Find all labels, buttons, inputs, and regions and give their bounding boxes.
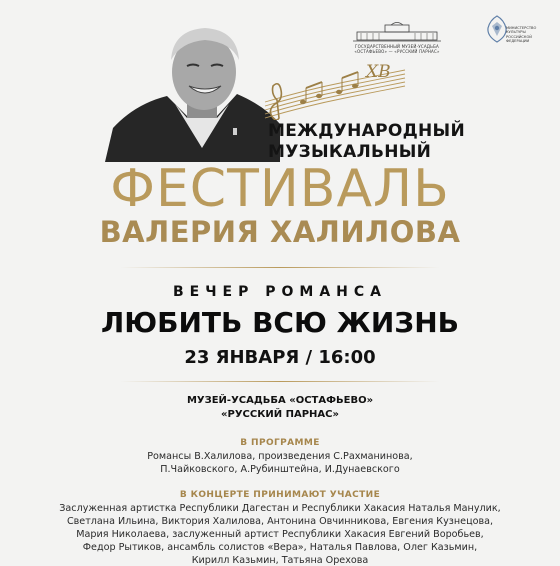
program-heading: В ПРОГРАММЕ — [240, 438, 320, 448]
divider-top — [120, 267, 440, 268]
subtitle-international: МЕЖДУНАРОДНЫЙ — [268, 121, 465, 141]
portrait-illustration — [105, 20, 280, 162]
event-datetime: 23 ЯНВАРЯ / 16:00 — [184, 347, 376, 368]
participants-heading: В КОНЦЕРТЕ ПРИНИМАЮТ УЧАСТИЕ — [179, 490, 381, 500]
monogram: ХВ — [366, 62, 391, 82]
venue-line-1: МУЗЕЙ-УСАДЬБА «ОСТАФЬЕВО» — [186, 395, 374, 406]
subtitle-musical: МУЗЫКАЛЬНЫЙ — [268, 142, 432, 162]
ministry-logo — [484, 14, 544, 44]
participants-line: Кирилл Казьмин, Татьяна Орехова — [191, 555, 369, 566]
museum-logo-line2: «ОСТАФЬЕВО» — «РУССКИЙ ПАРНАС» — [354, 49, 440, 54]
participants-line: Мария Николаева, заслуженный артист Республики Хакасия Евгений Воробьев, — [76, 529, 484, 540]
museum-building-icon — [347, 20, 447, 44]
divider-bottom — [120, 381, 440, 382]
program-line: Романсы В.Халилова, произведения С.Рахманинова, — [147, 451, 413, 462]
concert-title: ЛЮБИТЬ ВСЮ ЖИЗНЬ — [101, 306, 459, 339]
participants-line: Светлана Ильина, Виктория Халилова, Антонина Овчинникова, Евгения Кузнецова, — [66, 516, 494, 527]
portrait-photo — [105, 20, 280, 162]
participants-line: Федор Рытиков, ансамбль солистов «Вера», Наталья Павлова, Олег Казьмин, — [82, 542, 478, 553]
museum-logo-line1: ГОСУДАРСТВЕННЫЙ МУЗЕЙ-УСАДЬБА — [355, 44, 439, 49]
venue-line-2: «РУССКИЙ ПАРНАС» — [221, 409, 339, 420]
event-series: ВЕЧЕР РОМАНСА — [172, 284, 387, 300]
ministry-logo-text — [506, 26, 546, 44]
participants-line: Заслуженная артистка Республики Дагестан и Республики Хакасия Наталья Манулик, — [59, 503, 501, 514]
museum-logo — [347, 20, 447, 54]
music-staff-ornament — [255, 60, 420, 120]
ministry-logo-line1: МИНИСТЕРСТВО КУЛЬТУРЫ — [506, 26, 537, 35]
festival-name: ВАЛЕРИЯ ХАЛИЛОВА — [99, 215, 461, 249]
program-line: П.Чайковского, А.Рубинштейна, И.Дунаевского — [160, 464, 400, 475]
ministry-logo-line2: РОССИЙСКОЙ ФЕДЕРАЦИИ — [506, 34, 532, 44]
music-notes-icon — [255, 60, 420, 120]
festival-heading: ФЕСТИВАЛЬ — [110, 159, 450, 219]
